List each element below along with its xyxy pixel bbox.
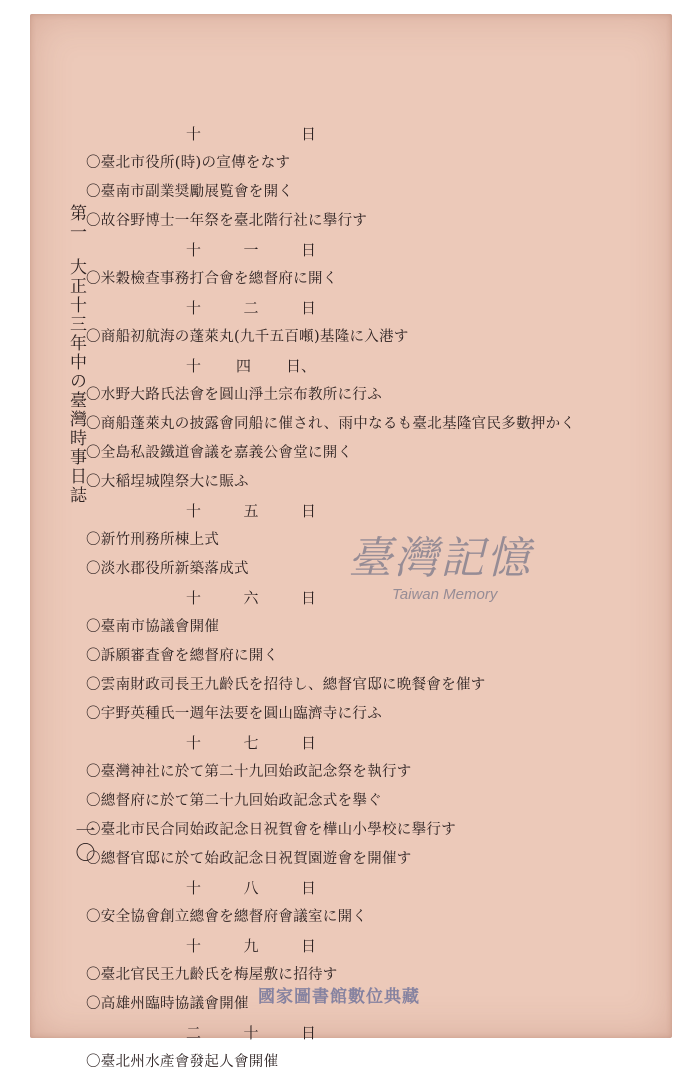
date-heading-char: 日 bbox=[300, 241, 316, 259]
date-heading bbox=[186, 932, 316, 961]
watermark-english: Taiwan Memory bbox=[392, 586, 498, 603]
date-heading bbox=[186, 1019, 316, 1048]
diary-entry: 〇訴願審査會を總督府に開く bbox=[86, 648, 279, 664]
date-heading-char: 十 bbox=[186, 299, 202, 317]
date-heading-char: 十 bbox=[186, 937, 202, 955]
date-heading-char: 十 bbox=[186, 734, 202, 752]
date-heading bbox=[186, 352, 316, 381]
diary-entry: 〇宇野英種氏一週年法要を圓山臨濟寺に行ふ bbox=[86, 706, 382, 722]
taiwan-memory-watermark bbox=[348, 534, 532, 603]
diary-entry: 〇商船初航海の蓬萊丸(九千五百噸)基隆に入港す bbox=[86, 329, 409, 345]
date-heading bbox=[186, 294, 316, 323]
date-heading-char: 日 bbox=[300, 1024, 316, 1042]
diary-entry: 〇雲南財政司長王九齡氏を招待し、總督官邸に晩餐會を催す bbox=[86, 677, 486, 693]
date-heading-char: 五 bbox=[243, 502, 259, 520]
date-heading bbox=[186, 497, 316, 526]
date-heading-char: 十 bbox=[186, 879, 202, 897]
date-heading bbox=[186, 584, 316, 613]
date-heading-char: 七 bbox=[243, 734, 259, 752]
date-heading bbox=[186, 729, 316, 758]
date-heading-char: 四 bbox=[235, 357, 251, 375]
date-heading-char: 十 bbox=[243, 1024, 259, 1042]
date-heading-char: 日、 bbox=[285, 357, 316, 375]
diary-entry: 〇臺北州水產會發起人會開催 bbox=[86, 1054, 279, 1070]
date-heading-char: 二 bbox=[186, 1024, 202, 1042]
diary-entry: 〇故谷野博士一年祭を臺北階行社に擧行す bbox=[86, 213, 368, 229]
diary-entry: 〇商船蓬萊丸の披露會同船に催され、雨中なるも臺北基隆官民多數押かく bbox=[86, 416, 576, 432]
diary-entry: 〇總督府に於て第二十九回始政記念式を擧ぐ bbox=[86, 793, 382, 809]
diary-entry: 〇水野大路氏法會を圓山淨土宗布教所に行ふ bbox=[86, 387, 382, 403]
diary-entry: 〇臺北市役所(時)の宣傳をなす bbox=[86, 155, 291, 171]
date-heading-char: 十 bbox=[186, 125, 202, 143]
document-page bbox=[30, 14, 672, 1070]
watermark-chinese: 臺灣記憶 bbox=[348, 533, 532, 584]
ncl-digital-archive-watermark: 國家圖書館數位典藏 bbox=[258, 987, 420, 1007]
date-heading bbox=[186, 120, 316, 149]
date-heading bbox=[186, 236, 316, 265]
diary-entry: 〇臺北官民王九齡氏を梅屋敷に招待す bbox=[86, 967, 338, 983]
date-heading-char: 日 bbox=[300, 734, 316, 752]
date-heading-char: 日 bbox=[300, 937, 316, 955]
diary-entry: 〇米穀檢查事務打合會を總督府に開く bbox=[86, 271, 338, 287]
diary-entry: 〇臺南市副業奨勵展覧會を開く bbox=[86, 184, 294, 200]
date-heading-char: 十 bbox=[186, 502, 202, 520]
date-heading-char: 日 bbox=[300, 589, 316, 607]
diary-entry: 〇全島私設鐵道會議を嘉義公會堂に開く bbox=[86, 445, 353, 461]
date-heading-char: 日 bbox=[300, 125, 316, 143]
diary-entry: 〇總督官邸に於て始政記念日祝賀園遊會を開催す bbox=[86, 851, 412, 867]
diary-entry: 〇臺南市協議會開催 bbox=[86, 619, 220, 635]
date-heading-char: 八 bbox=[243, 879, 259, 897]
running-title: 大正十三年中の臺灣時事日誌 bbox=[66, 258, 86, 505]
diary-entry: 〇淡水郡役所新築落成式 bbox=[86, 561, 249, 577]
date-heading-char: 二 bbox=[243, 299, 259, 317]
date-heading-char: 十 bbox=[186, 357, 202, 375]
date-heading-char: 一 bbox=[243, 241, 259, 259]
date-heading-char: 日 bbox=[300, 879, 316, 897]
date-heading-char: 十 bbox=[186, 241, 202, 259]
diary-entry: 〇臺北市民合同始政記念日祝賀會を樺山小學校に擧行す bbox=[86, 822, 456, 838]
page-number: 一〇 bbox=[72, 820, 96, 864]
date-heading bbox=[186, 874, 316, 903]
diary-entry: 〇臺灣神社に於て第二十九回始政記念祭を執行す bbox=[86, 764, 412, 780]
chapter-label: 第一 bbox=[66, 204, 86, 242]
diary-entry: 〇新竹刑務所棟上式 bbox=[86, 532, 220, 548]
date-heading-char: 十 bbox=[186, 589, 202, 607]
diary-entry: 〇大稲埕城隍祭大に賑ふ bbox=[86, 474, 249, 490]
date-heading-char: 日 bbox=[300, 502, 316, 520]
diary-entry: 〇高雄州臨時協議會開催 bbox=[86, 996, 249, 1012]
diary-entry: 〇安全協會創立總會を總督府會議室に開く bbox=[86, 909, 368, 925]
date-heading-char: 九 bbox=[243, 937, 259, 955]
date-heading-char: 六 bbox=[243, 589, 259, 607]
date-heading-char: 日 bbox=[300, 299, 316, 317]
